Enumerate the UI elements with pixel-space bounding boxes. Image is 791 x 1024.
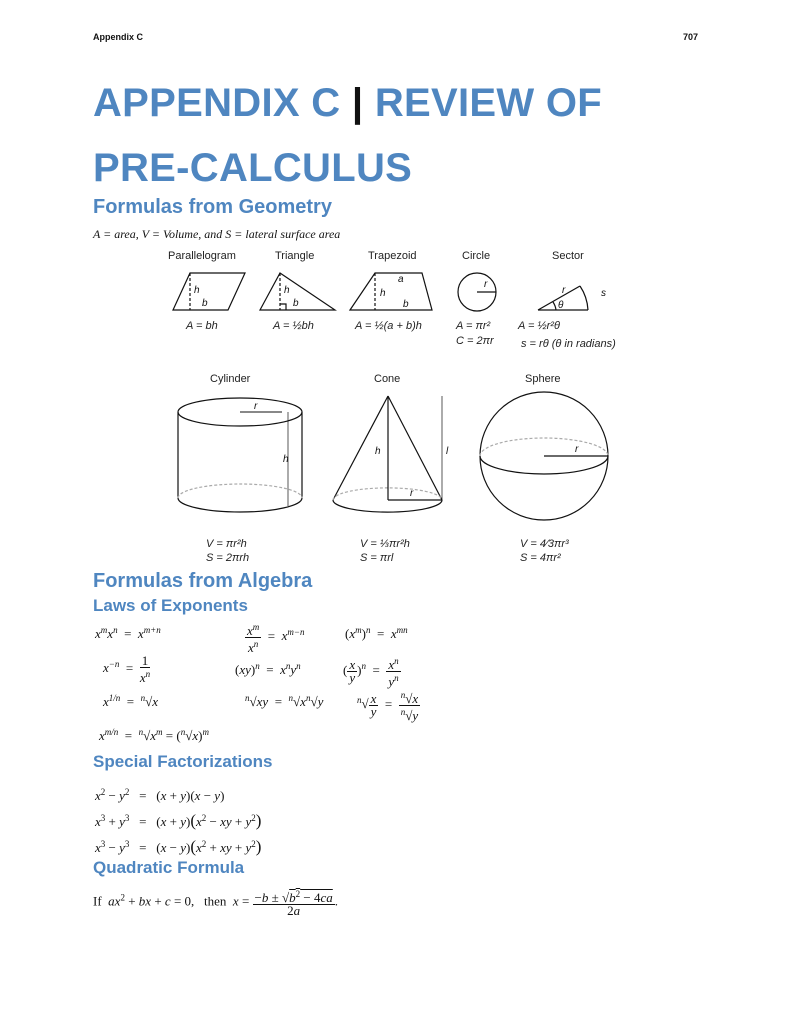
triangle-formula: A = ½bh [273,320,314,332]
sphere-surface-formula: S = 4πr² [520,552,561,564]
svg-text:b: b [403,299,409,310]
factorization-formulas: $x^2 - y^2 = (x + y)(x - y)$ $x^3 + y^3 = (x + y)(x^2$ − xy + $y^2$) $x^3 - y^3 = (x - y)(x^2$ + xy + $y^2$) [95,787,262,856]
trapezoid-formula: A = ½(a + b)h [355,320,422,332]
cone-shape [333,396,449,512]
exponents-heading: Laws of Exponents [93,596,248,615]
parallelogram-shape [173,273,245,310]
cylinder-volume-formula: V = πr²h [206,538,247,550]
cylinder-surface-formula: S = 2πrh [206,552,250,564]
quadratic-heading: Quadratic Formula [93,858,245,877]
circle-shape [458,273,496,311]
svg-text:h: h [283,454,289,465]
svg-text:b: b [202,298,208,309]
geometry-heading: Formulas from Geometry [93,196,332,218]
svg-text:h: h [284,285,290,296]
sphere-volume-formula: V = 4⁄3πr³ [520,538,569,550]
trapezoid-shape [350,273,432,310]
triangle-label: Triangle [275,250,315,262]
svg-text:h: h [194,285,200,296]
circle-area-formula: A = πr² [456,320,491,332]
svg-text:h: h [380,288,386,299]
svg-text:l: l [446,446,449,457]
svg-text:θ: θ [558,300,564,311]
circle-label: Circle [462,250,491,262]
parallelogram-label: Parallelogram [168,250,236,262]
cylinder-shape [178,398,302,512]
cone-surface-formula: S = πrl [360,552,394,564]
plane-shapes-figure [160,268,640,320]
factorizations-heading: Special Factorizations [93,752,273,771]
sphere-label: Sphere [525,373,561,385]
sector-arc-formula: s = rθ (θ in radians) [521,338,616,350]
svg-text:b: b [293,298,299,309]
svg-text:s: s [601,288,606,299]
solid-shapes-figure [170,388,620,530]
triangle-shape [260,273,335,310]
svg-text:r: r [575,444,579,455]
page-number: 707 [683,32,699,42]
sector-area-formula: A = ½r²θ [518,320,560,332]
exponent-laws: $x^mx^n = x^{m+n}$ $\frac{x^m}{x^n}$ = $x^{m-n}$ $(x^m)^n = x^{mn}$ $x^{-n}$ = $\frac{1}{x^n}$ $(xy)^n = x^ny^n$ ( $\frac{x}{y}$ )$^n$ = $\frac{x^n}{y^n}$ $x^{1/n} = ^n√x$ $^n√xy = ^n√x^n√y$ $^n$√ $\frac{x}{y}$ = $\frac{^n√x}{^n√y}$ $x^{m/n} = ^n√x^m = (^n√x)^m$ [95,622,419,743]
svg-text:r: r [562,285,566,296]
svg-text:h: h [375,446,381,457]
page-title-line2: PRE-CALCULUS [93,146,413,190]
cone-label: Cone [374,373,401,385]
parallelogram-formula: A = bh [186,320,218,332]
algebra-heading: Formulas from Algebra [93,570,313,592]
running-header: Appendix C [93,32,144,42]
circle-circumference-formula: C = 2πr [456,335,494,347]
sphere-shape [480,392,608,520]
page-title: APPENDIX C | REVIEW OF [93,81,602,125]
sector-label: Sector [552,250,584,262]
trapezoid-label: Trapezoid [368,250,417,262]
svg-text:a: a [398,274,404,285]
sector-shape [538,285,606,311]
geometry-legend: A = area, V = Volume, and S = lateral surface area [93,227,341,241]
svg-text:r: r [254,401,258,412]
cylinder-label: Cylinder [210,373,251,385]
svg-text:r: r [484,279,488,290]
svg-text:r: r [410,488,414,499]
quadratic-formula: If $ax^2$ + bx + c = 0, then x = $\frac{-b \pm √b^2 - 4ca}{2a}$ . [93,889,339,918]
cone-volume-formula: V = ⅓πr²h [360,538,410,550]
